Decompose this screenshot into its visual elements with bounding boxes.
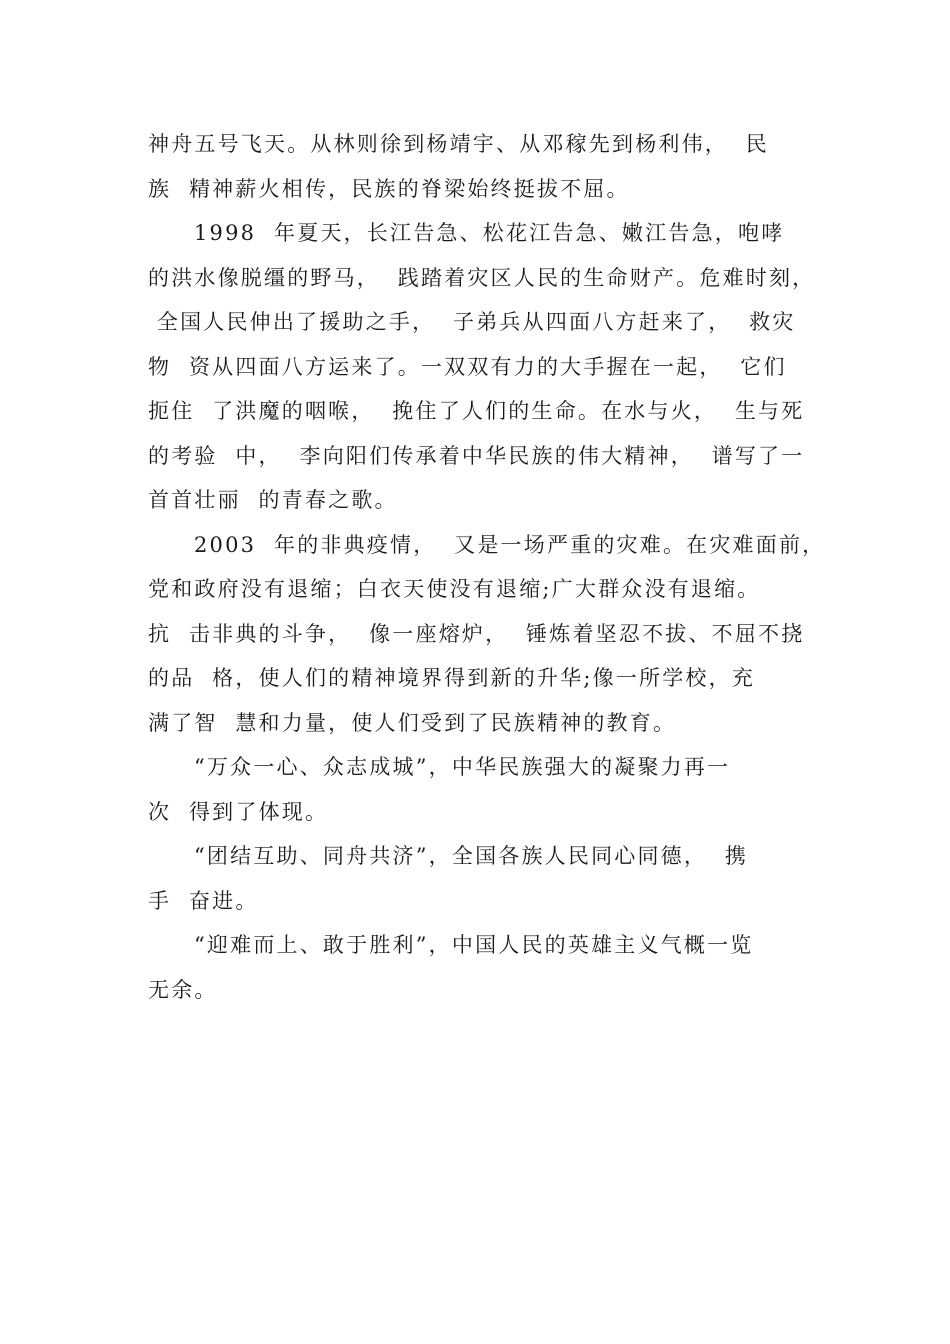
body-text — [148, 122, 826, 1012]
text-line: 党和政府没有退缩；白衣天使没有退缩;广大群众没有退缩。 — [148, 577, 761, 601]
text-line: 满了智 慧和力量，使人们受到了民族精神的教育。 — [148, 710, 677, 735]
text-line: 抗 击非典的斗争， 像一座熔炉， 锤炼着坚忍不拔、不屈不挠 — [148, 621, 805, 646]
text-line: 首首壮丽 的青春之歌。 — [148, 488, 398, 512]
text-line: 扼住 了洪魔的咽喉， 挽住了人们的生命。在水与火， 生与死 — [148, 399, 805, 423]
text-line: 神舟五号飞天。从林则徐到杨靖宇、从邓稼先到杨利伟， 民 — [148, 132, 769, 156]
text-line: 全国人民伸出了援助之手， 子弟兵从四面八方赶来了， 救灾 — [148, 310, 796, 334]
text-line: 次 得到了体现。 — [148, 799, 329, 824]
text-line: 物 资从四面八方运来了。一双双有力的大手握在一起， 它们 — [148, 354, 787, 379]
text-line: 的品 格，使人们的精神境界得到新的升华;像一所学校，充 — [148, 666, 756, 690]
text-line: 的洪水像脱缰的野马， 践踏着灾区人民的生命财产。危难时刻， — [148, 265, 816, 290]
text-line: 手 奋进。 — [148, 888, 259, 913]
text-line: 的考验 中， 李向阳们传承着中华民族的伟大精神， 谱写了一 — [148, 443, 805, 468]
text-line: “团结互助、同舟共济”，全国各族人民同心同德， 携 — [194, 844, 749, 868]
text-line: 1998 年夏天，长江告急、松花江告急、嫩江告急，咆哮 — [194, 221, 785, 245]
text-line: 族 精神薪火相传，民族的脊梁始终挺拔不屈。 — [148, 176, 630, 201]
text-line: “迎难而上、敢于胜利”，中国人民的英雄主义气概一览 — [194, 933, 754, 957]
text-line: “万众一心、众志成城”，中华民族强大的凝聚力再一 — [194, 755, 731, 779]
text-line: 无余。 — [148, 977, 218, 1002]
text-line: 2003 年的非典疫情， 又是一场严重的灾难。在灾难面前， — [194, 532, 826, 557]
